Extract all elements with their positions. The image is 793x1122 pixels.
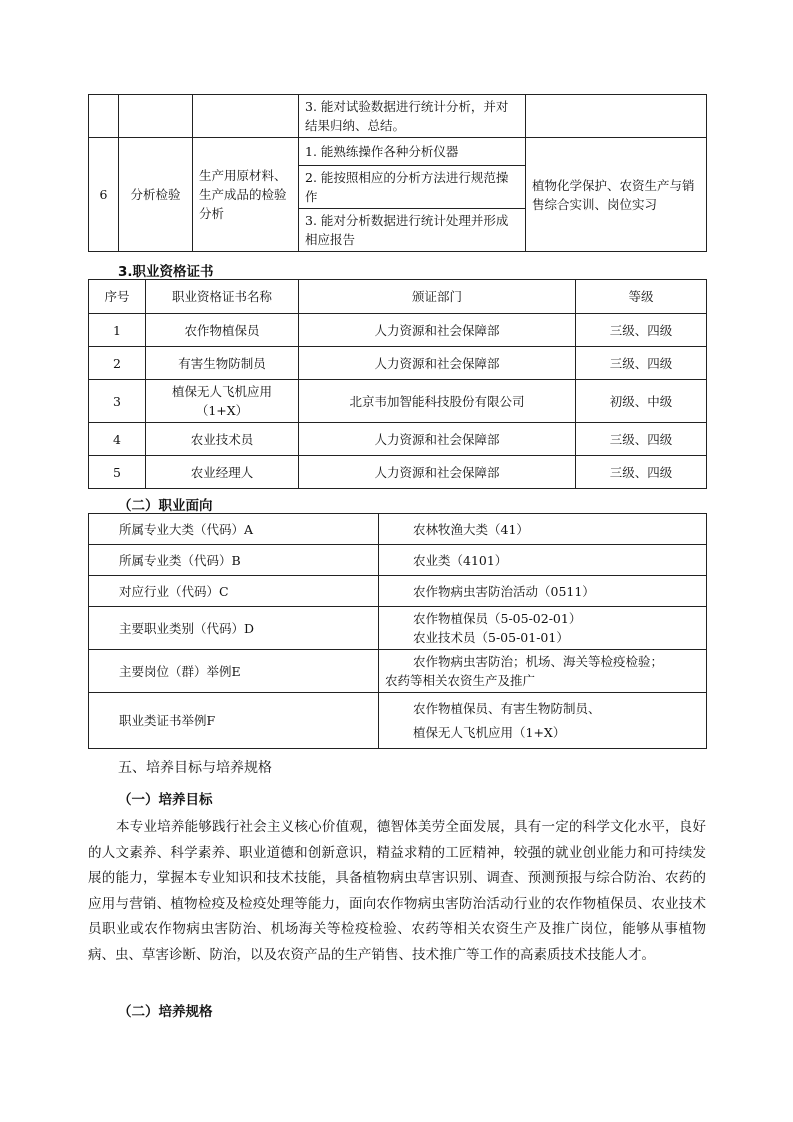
cert-name-cell: 有害生物防制员 — [146, 347, 299, 380]
task-cell: 2. 能按照相应的分析方法进行规范操作 — [299, 166, 526, 209]
subsection-title: （二）培养规格 — [118, 1004, 213, 1020]
table-row — [89, 347, 707, 380]
column-header: 职业资格证书名称 — [146, 280, 299, 314]
table-row — [89, 380, 707, 423]
level-cell: 三级、四级 — [576, 456, 707, 489]
career-heading: （二）职业面向 — [118, 498, 213, 514]
dept-cell: 人力资源和社会保障部 — [299, 423, 576, 456]
cert-table — [88, 279, 707, 489]
table-header-row — [89, 280, 707, 314]
level-cell: 初级、中级 — [576, 380, 707, 423]
level-cell: 三级、四级 — [576, 347, 707, 380]
table-row — [89, 423, 707, 456]
career-value-cell — [379, 693, 707, 749]
table-row — [89, 650, 707, 693]
cert-name-cell: 农作物植保员 — [146, 314, 299, 347]
career-label-cell: 对应行业（代码）C — [89, 576, 379, 607]
task-cell: 1. 能熟练操作各种分析仪器 — [299, 138, 526, 166]
career-value-line: 农作物病虫害防治；机场、海关等检疫检验； — [413, 654, 664, 669]
skill-table — [88, 94, 707, 252]
dept-cell: 人力资源和社会保障部 — [299, 314, 576, 347]
level-cell: 三级、四级 — [576, 314, 707, 347]
career-value-cell: 农林牧渔大类（41） — [379, 514, 707, 545]
table-row — [89, 95, 707, 138]
column-header: 序号 — [89, 280, 146, 314]
task-cell: 3. 能对分析数据进行统计处理并形成相应报告 — [299, 209, 526, 252]
table-row — [89, 138, 707, 166]
section-title: 五、培养目标与培养规格 — [118, 760, 272, 776]
career-label-cell: 职业类证书举例F — [89, 693, 379, 749]
level-cell: 三级、四级 — [576, 423, 707, 456]
career-label-cell: 主要职业类别（代码）D — [89, 607, 379, 650]
career-label-cell: 主要岗位（群）举例E — [89, 650, 379, 693]
career-value-cell — [379, 650, 707, 693]
table-row — [89, 314, 707, 347]
seq-cell: 5 — [89, 456, 146, 489]
dept-cell: 北京韦加智能科技股份有限公司 — [299, 380, 576, 423]
cert-name-cell: 农业技术员 — [146, 423, 299, 456]
course-cell: 植物化学保护、农资生产与销售综合实训、岗位实习 — [526, 138, 707, 252]
item-cell: 生产用原材料、生产成品的检验分析 — [193, 138, 299, 252]
dept-cell: 人力资源和社会保障部 — [299, 347, 576, 380]
table-row — [89, 545, 707, 576]
career-value-line: 农作物植保员（5-05-02-01） — [413, 611, 582, 626]
task-cell: 3. 能对试验数据进行统计分析，并对结果归纳、总结。 — [299, 95, 526, 138]
table-row — [89, 514, 707, 545]
seq-cell: 3 — [89, 380, 146, 423]
dept-cell: 人力资源和社会保障部 — [299, 456, 576, 489]
career-value-cell: 农业类（4101） — [379, 545, 707, 576]
table-row — [89, 456, 707, 489]
table-row — [89, 576, 707, 607]
career-value-cell: 农作物病虫害防治活动（0511） — [379, 576, 707, 607]
table-row — [89, 607, 707, 650]
table-row — [89, 693, 707, 749]
career-value-line: 农业技术员（5-05-01-01） — [413, 630, 569, 645]
career-label-cell: 所属专业大类（代码）A — [89, 514, 379, 545]
seq-cell: 4 — [89, 423, 146, 456]
career-value-line: 植保无人飞机应用（1+X） — [413, 724, 566, 740]
seq-cell: 2 — [89, 347, 146, 380]
cert-name-cell: 农业经理人 — [146, 456, 299, 489]
career-value-cell — [379, 607, 707, 650]
subsection-title: （一）培养目标 — [118, 792, 213, 808]
career-value-line: 农作物植保员、有害生物防制员、 — [413, 700, 601, 716]
career-value-line: 农药等相关农资生产及推广 — [385, 673, 536, 688]
cert-heading: 3.职业资格证书 — [118, 264, 214, 280]
area-cell: 分析检验 — [119, 138, 193, 252]
column-header: 颁证部门 — [299, 280, 576, 314]
career-table — [88, 513, 707, 749]
career-label-cell: 所属专业类（代码）B — [89, 545, 379, 576]
column-header: 等级 — [576, 280, 707, 314]
body-paragraph: 本专业培养能够践行社会主义核心价值观，德智体美劳全面发展，具有一定的科学文化水平，良好的人文素养、科学素养、职业道德和创新意识，精益求精的工匠精神，较强的就业创业能力和可持续发展的能力，掌握本专业知识和技术技能，具备植物病虫草害识别、调查、预测预报与综合防治、农药的应用与营销、植物检疫及检疫处理等能力，面向农作物病虫害防治活动行业的农作物植保员、农业技术员职业或农作物病虫害防治、机场海关等检疫检验、农药等相关农资生产及推广岗位，能够从事植物病、虫、草害诊断、防治，以及农资产品的生产销售、技术推广等工作的高素质技术技能人才。 — [88, 819, 706, 963]
cert-name-cell: 植保无人飞机应用（1+X） — [146, 380, 299, 423]
seq-cell: 1 — [89, 314, 146, 347]
seq-cell: 6 — [89, 138, 119, 252]
